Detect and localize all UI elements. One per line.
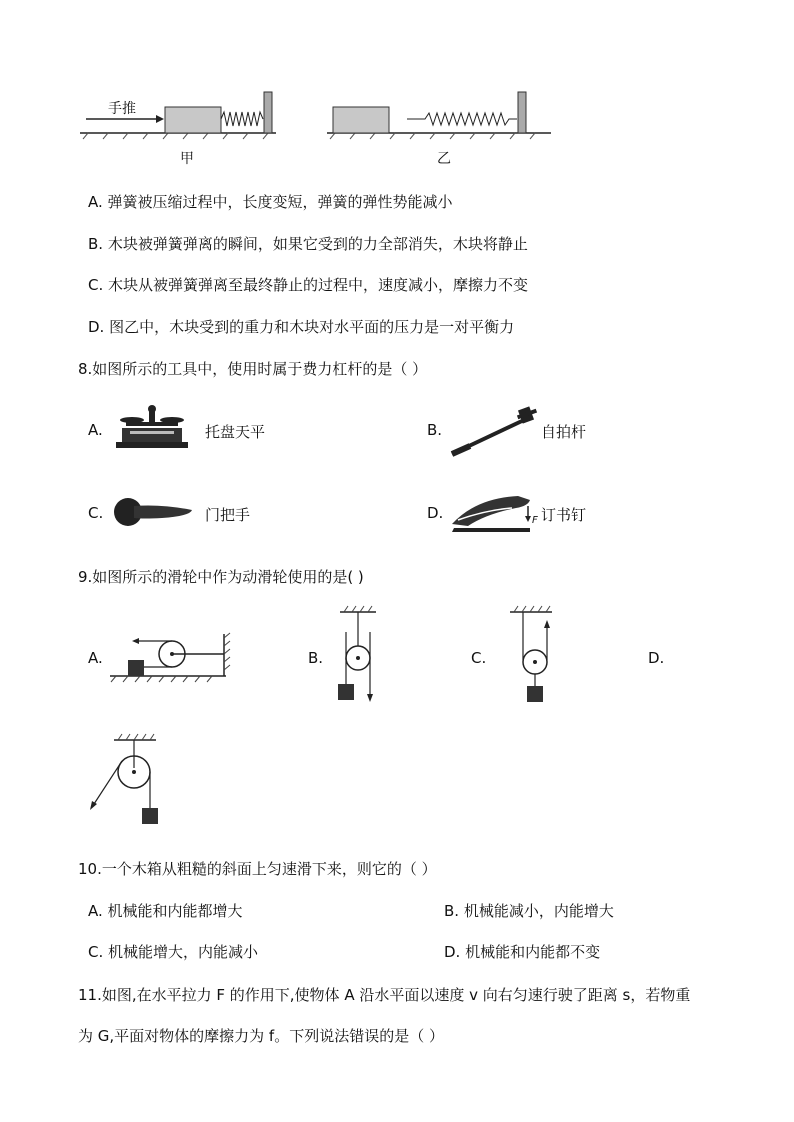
q10-option-d[interactable]: D. 机械能和内能都不变 (444, 943, 601, 961)
q8-option-c-name: 门把手 (205, 506, 251, 524)
q7-option-d[interactable]: D. 图乙中，木块受到的重力和木块对水平面的压力是一对平衡力 (88, 318, 515, 336)
pulley-figure-c (506, 606, 556, 711)
q11-stem-line2: 为 G,平面对物体的摩擦力为 f。下列说法错误的是（ ） (78, 1027, 444, 1045)
q8-option-b-name: 自拍杆 (541, 423, 587, 441)
q10-option-a[interactable]: A. 机械能和内能都增大 (88, 902, 243, 920)
door-handle-icon (112, 494, 197, 530)
push-label: 手推 (108, 101, 136, 117)
figure-label-yi: 乙 (437, 151, 451, 167)
q8-option-c-letter[interactable]: C. (88, 504, 104, 522)
q9-option-c[interactable]: C. (471, 649, 487, 667)
q10-option-c[interactable]: C. 机械能增大，内能减小 (88, 943, 259, 961)
q10-option-b[interactable]: B. 机械能减小，内能增大 (444, 902, 614, 920)
spring-figure-yi (325, 88, 555, 143)
pulley-figure-b (332, 606, 382, 711)
tray-balance-icon (112, 404, 192, 454)
pulley-figure-a (108, 630, 233, 685)
q7-option-c[interactable]: C. 木块从被弹簧弹离至最终静止的过程中，速度减小，摩擦力不变 (88, 276, 529, 294)
selfie-stick-icon (448, 404, 538, 460)
q7-option-b[interactable]: B. 木块被弹簧弹离的瞬间，如果它受到的力全部消失，木块将静止 (88, 235, 528, 253)
stapler-icon (446, 488, 536, 538)
q8-stem: 8.如图所示的工具中，使用时属于费力杠杆的是（ ） (78, 360, 428, 378)
q8-option-d-name: 订书钉 (541, 506, 587, 524)
pulley-figure-d (84, 732, 174, 832)
q9-stem: 9.如图所示的滑轮中作为动滑轮使用的是( ) (78, 568, 364, 586)
q7-option-a[interactable]: A. 弹簧被压缩过程中，长度变短，弹簧的弹性势能减小 (88, 193, 453, 211)
q8-option-a-name: 托盘天平 (205, 423, 266, 441)
q9-option-b[interactable]: B. (308, 649, 324, 667)
stapler-force-label: F (532, 515, 538, 526)
q9-option-a[interactable]: A. (88, 649, 103, 667)
figure-label-jia: 甲 (180, 151, 194, 167)
q11-stem-line1: 11.如图,在水平拉力 F 的作用下,使物体 A 沿水平面以速度 v 向右匀速行驶了距离 s，若物重 (78, 986, 691, 1004)
q8-option-d-letter[interactable]: D. (427, 504, 444, 522)
q8-option-b-letter[interactable]: B. (427, 421, 443, 439)
q9-option-d[interactable]: D. (648, 649, 665, 667)
q8-option-a-letter[interactable]: A. (88, 421, 103, 439)
q10-stem: 10.一个木箱从粗糙的斜面上匀速滑下来，则它的（ ） (78, 860, 437, 878)
